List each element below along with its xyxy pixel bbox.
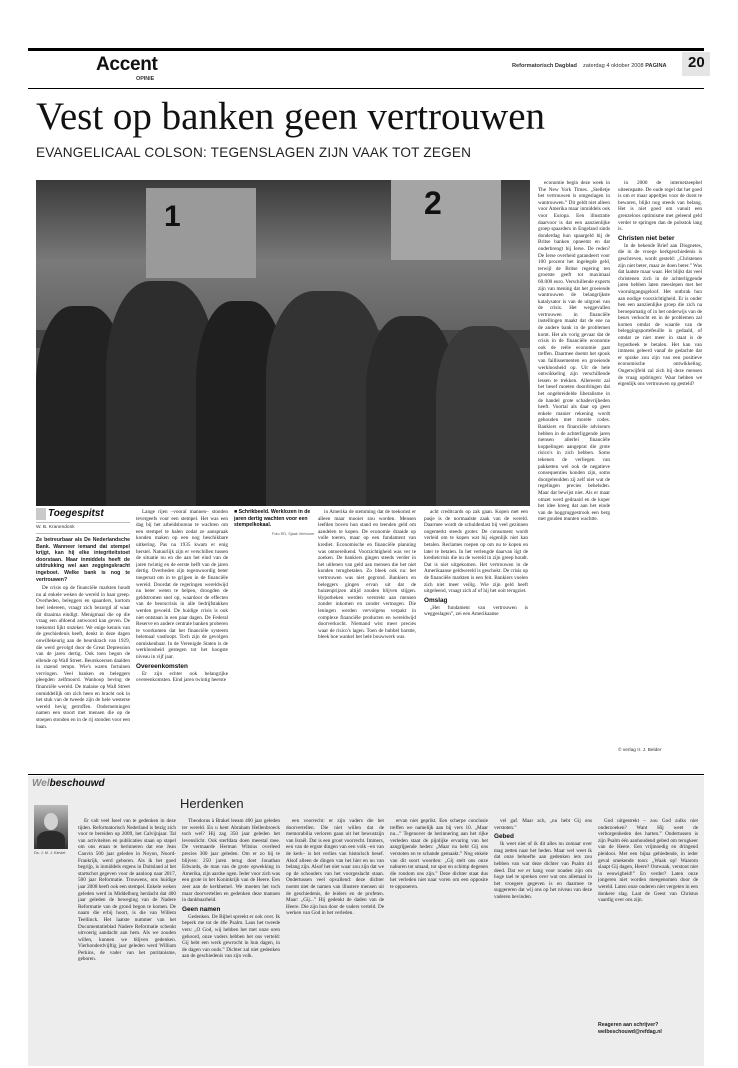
weblog-title: Herdenken [180, 796, 244, 811]
weblog-footer [598, 1022, 698, 1035]
weblog-column-1 [78, 818, 176, 1050]
portrait-caption: Ds. J. M. J. Kieviet [34, 851, 66, 855]
photo-caption [234, 509, 314, 537]
photo-sign-left: 1 [164, 200, 181, 233]
subhead-christen: Christen niet beter [618, 234, 675, 242]
credit-name: verlag [622, 748, 636, 753]
credit-prefix: © [618, 748, 623, 753]
weblog-col1-text: Er valt veel Iseel van te gedenken in deze tijden. Reformatorisch Nederland is bezig zich voor te bereiden op 2009, het Calvijnjaar. Tal van activiteiten en publicaties staan op stapel om ons eraan te herinneren dat ene Jean Cauvin 500 jaar geleden in Noyon, Noord-Frankrijk, werd geboren. Als ik het goed begrijp, is inmiddels ergens in Duitsland al het startschot gegeven voor de aanloop naar 2017, 500 jaar Reformatie. Trouwens, ons huidige jaar 2008 heeft ook een stempel. Enkele weken geleden werd in Middelburg herdacht dat 400 jaar geleden de beweging van de Nadere Reformatie van de grond begon te komen. De naam die erbij hoort, is die van Willem Teellinck. Het laatste nummer van het Documentatieblad Nadere Reformatie schenkt uitvoerig aandacht aan hem. Als we zouden willen, kunnen we blijven gedenken. Vierhonderdvijftig jaar geleden werd William Perkins, de vader van het puritanisme, geboren. [78, 818, 176, 963]
weblog-col4-text: ervan niet geprikt. Een scherpe conclusie treffen we namelijk aan bij vers 10. „Maar nu...” Tegenover de herinnering aan het rijke verleden staat de pijnlijke ervaring van het aangrijpende heden: „Maar nu hebt Gij ons verstoten en te schande gemaakt.” Nog enkele van dit soort woorden: „Gij stelt ons onze naburen tot smaad, tot spot en schimp degenen die rondom ons zijn.” Deze dichter staat dus het verleden niet naar voren om een opposite te opponeren. [390, 818, 488, 890]
footer-question: Reageren aan schrijver? [598, 1022, 659, 1028]
photo-window-right [391, 180, 501, 260]
header-date [583, 63, 667, 69]
toegespitst-author-rule [36, 533, 130, 534]
subhead-omslag: Omslag [424, 596, 448, 604]
bylines-photo-credit [618, 748, 662, 753]
middle-col3-text: acht creditcards op zak gaan. Kopen met een pasje is de normaalste zaak van de wereld. Daarmee wordt de schuldenlast bij veel gezinnen ongemerkt steeds groter. De consument wordt verleid om te kopen wat hij eigenlijk niet kan betalen. Reclames roepen op om nu te kopen en later te betalen. In het verlengde daarvan ligt de kredietcrisis die nu de wereld in zijn greep houdt. Dat is niet uitgekomen. Het vertrouwen in de Amerikaanse geldwereld is geschokt. De crisis op de financiële markten is een feit. Bankiers voelen zich niet meer veilig. Wie zijn geld heeft uitgeleend, vraagt zich af of hij het ooit terugziet. [424, 509, 528, 595]
toegespitst-rule [36, 522, 130, 523]
caption-square: ■ [234, 509, 239, 515]
weblog-column-5 [494, 818, 592, 1050]
subheadline: EVANGELICAAL COLSON: TEGENSLAGEN ZIJN VAAK TOT ZEGEN [36, 145, 472, 160]
middle-column-2 [318, 509, 416, 765]
section-title: Accent [96, 54, 158, 75]
welbeschouwd-prefix: Wel [32, 778, 50, 789]
toegespitst-label: Toegespitst [48, 508, 104, 519]
weblog-column-4 [390, 818, 488, 1050]
article-column-right [538, 180, 610, 746]
credit-author: Ir. J. Belder [637, 748, 662, 753]
subhead-overeenkomsten: Overeenkomsten [136, 662, 188, 670]
article-right-text: economie begin deze week in The New York Times. „Stelletje het vertrouwen is omgeslagen in wantrouwen.” Dit geldt niet alleen voor Amerika maar inmiddels ook voor Europa. Een illustratie daarvoor is dat een aanzienlijke groep spaarders in Engeland sinds donderdag hun spaargeld bij de Britse banken opneemt en dat onderbrengt bij Ierse. De reden? De Ierse overheid garandeert voor 100 procent het ingelegde geld, terwijl de Britse regering ten grootste geeft tot maximaal 60.000 euro. Verschillende experts zijn van mening dat het groeiende wantrouwen de belangrijkste katalysator is van de uitgroei van de crisis. Het weggevallen vertrouwen in financiële instellingen maakt dat de ene na de andere bank in de problemen komt. Het als vorig gevaar dat de crisis in de financiële economie ook de reële economie gaat treffen. Daarmee doemt het spook van faillissementen en groeiende werkloosheid op. Uit de hele ontwikkeling zijn verschillende lessen te trekken. Allereerst zal het besef moeten doordringen dat het ongebreidelde liberalisme in de handel grote schadevrijheden heeft. Voortal als daar op geen enkele manier rekening wordt gehouden met morele codes. Bankiers en financiële adviseurs hebben in de achterliggende jaren mensen allerlei financiële koppelingen aangeprat die grote risico's in zich hebben. Soms tekenen de verliegen van pakketten wel ook de negatieve consequenties konden zijn, soms doorgelendden zij zelf niet wat de regelingen precies behelsden. Maar dat bewijst niet. Als er maar omzet werd gedraaid en de koper het idee kreeg dat aan het einde van de hoggruggestrook een berg met gouden munten wachtte. [538, 180, 610, 523]
paper-name: Reformatorisch Dagblad [512, 63, 577, 69]
page-number: 20 [688, 54, 705, 71]
weblog-column-6 [598, 818, 698, 1018]
toegespitst-author: W. B. Kranendonk [36, 525, 75, 530]
article-far-right-text: in 2000 de internetzeepbel uiteenspatte. De oude regel dat het goed is om er maar appeltjes voor de dorst te bewaren, blijkt nog steeds van belang. Het is niet goed om vanuit een grenzeloos optimisme met geleend geld verder te springen dan de polsstok lang is. [618, 180, 702, 233]
toegespitst-body: De crisis op de financiële markten houdt nu al enkele weken de wereld in haar greep. Overheden, beleggers en spaarders, kortom heel iedereen, vraagt zich bezorgd af waar dit draaima eindigt. Menigmaal die op die vraag een afdoend antwoord kan geven. De toekomst lijkt onzeker. We enige kennis van de geschiedenis heeft, denkt in deze dagen onwillekeurig aan de beurskrach van 1929, die werd gevolgd door de Great Depression van de jaren dertig. Ook toen begon de ellende op Wall Street. Beurskoersen daalden in razend tempo. Wie's waren fortuinen vervlogen. Veel banken en beleggers pleegden zelfmoord. Wanhoop beving de financiële wereld. De malaise op Wall Street onmiddellijk om zich heen en bracht ook in het stuk van de tweede zijn de hele westerse wereld hevig getroffen. Ondernemingen namen een stoort met mensen die op de stoepen stonden en in de rij stonden voor een baan. [36, 585, 130, 730]
headline: Vest op banken geen vertrouwen [36, 95, 545, 138]
subhead-gebed: Gebed [494, 833, 514, 841]
article-far-right-text2: In de bekende Brief aan Diognetes, die in de vroege kerkgeschiedenis is geschreven, wordt gesteld: „Christenen zijn niet beter, maar ze doen beter.” Was dat laatste maar waar. Het blijkt dat veel christenen zich in de achterliggende jaren hebben laten meeslepen met het vooruitgangsgeloof. Het ontbrak hun aan nodige voorzichtigheid. Er is onder hen een aanzienlijke groep die zich na beroepsmatig of in het onderwijs van de beurs verkocht en in de problemen zal komen omdat de waarde van de beleggingsportefeuille is gedaald, of omdat ze niet meer in staat is de hypotheek te betalen. Het kan van immens geleerd vanaf de gedachte dat er sprake zou zijn van een positieve economische ontwikkeling. Ongetwijfeld zal zich bij deze mensen de vraag opdringen: Waar hebben we eigenlijk ons vertrouwen op gesteld? [618, 242, 702, 388]
article-column-far-right [618, 180, 702, 746]
toegespitst-intro: Ze betreurbaar als De Nederlandsche Bank. Wanneer iemand dat stempel krijgt, kan hij elke integriteitstoet doorstaan. Maar inmiddels heeft de uitdrukking wel aan zeggingskracht ingeboet. Welke bank is nog te vertrouwen? [36, 537, 130, 583]
author-portrait [34, 805, 68, 849]
welbeschouwd-label [32, 778, 105, 789]
article-photo [36, 180, 530, 506]
middle-col3-text2: „Het fundament van vertrouwen is weggeslagen”, zei een Amerikaanse [424, 604, 528, 618]
caption-title: Schrikbeeld. Werklozen in de jaren dertig wachten voor een stempelkokaal. [234, 509, 311, 529]
weblog-col5-text2: Ik weet niet of ik dit alles nu zomaar over mag zetten naar het heden. Maar wel weet ik dat onze behoefte aan gedenken iets zou hebben van wat deze dichter van Psalm 44 deed. Dat we er hang voor noaden zijn om hoge tael te spreken over wat ons allemaal in het vroegere gegeven is en daarmee te suggereren dat wij ons op het niveau van deze vaderen bevinden. [494, 841, 592, 900]
portrait-head [44, 813, 58, 830]
welbeschouwd-top-rule [28, 774, 704, 775]
photo-sign-right: 2 [424, 185, 442, 221]
middle-col1-text2: Er zijn echter ook belangrijke overeenkomsten. Eind jaren twintig heerste [136, 670, 228, 684]
subsection-label: OPINIE [136, 76, 155, 82]
welbeschouwd-rest: beschouwd [49, 778, 105, 789]
weblog-col5-text: vel gaf. Maar ach, „nu hebt Gij ons verstoten.” [494, 818, 592, 831]
middle-column-1 [136, 509, 228, 765]
photo-window-left [146, 188, 256, 278]
subhead-geen-namen: Geen namen [182, 905, 221, 913]
middle-col2-text: in Amerika de stemming dat de toekomst er alleen maar mooier zou worden. Mensen leefden boven hun stand en leenden geld om aandelen te kopen. De economie draaide op volle toeren, maar op een fundament van krediet. Economische en financiële planning was ontoereikend. Voorzichtigheid was ver te zoeken. De bankiers gingen steeds verder in het uitlenen van geld aan mensen die het niet konden terugbetalen. Zo bleek ook nu: het vertrouwen was niet gegrond. Bankiers en beleggers gingen ervan uit dat de huizenprijzen altijd zouden blijven stijgen. Hypotheken werden verstrekt aan mensen zonder inkomen en zonder vermogen. Die leningen werden vervolgens verpakt in complexe financiële producten en wereldwijd doorverkocht. Niemand wist meer precies waar de risico's lagen. Toen de bubbel barstte, bleek hoe wankel het hele bouwwerk was. [318, 509, 416, 641]
weblog-col3-text: een voorrecht: er zijn vaders die het doorvertellen. Die niet willen dat de memorabilia verloren gaan uit het bewustzijn van Israël. Dat is een groot voorrecht. Immers, een van de ergste dingen van een volk –en van de kerk– is het verlies van historisch besef. Alsof alleen de dingen van het hier en nu van belang zijn. Alsof het niet waar zou zijn dat we op de schouders van het voorgeslacht staan. Ondertussen veel opvallend: deze dichter noemt niet de namen van illustere mensen uit de geschiedenis, de leiders en de profeten. Maar: „Gij...” Hij gedenkt de daden van de Heere. Die zijn hun door de vaders verteld. De werken van God in het verleden. [286, 818, 384, 917]
header-top-rule [28, 48, 704, 51]
header-bottom-rule [28, 88, 704, 89]
footer-email[interactable]: welbeschouwd@refdag.nl [598, 1028, 662, 1035]
portrait-body [37, 831, 65, 849]
caption-credit: Foto RD, Sjaak Verboom [272, 531, 314, 536]
middle-column-3 [424, 509, 528, 765]
weblog-col2-text2: Gedenken. De Bijbel spreekt er ook over. Ik beperk me tot de 46e Psalm. Laus het tweede vers: „O God, wij hebben het met onze oren gehoord, onze vaders hebben het ons verteld: Gij hebt een werk gewrocht in hun dagen, in de dagen van ouds.” Dichter zal niet gedenken aan de geschiedenis van zijn volk. [182, 913, 280, 960]
toegespitst-flag [36, 508, 46, 520]
weblog-col6-text: God uitgestrekt – zou God zulks niet onderzoeken? Want Hij weet de verborgenheden des harten.” Ondertussen is zijn Psalm één aanhoudend gebed om terugkeer van de Heere. Een vrijmoedig en dringend pleidooi. Met een bijna gebiedende, in ieder geval smekende toon: „Waak op! Waarom slaapt Gij dagen, Heere? Ontwaak, verstoot niet in eeuwigheid!” En verder? Laten onze jongeren niet worden meegenomen door de wereld. Laten onze ouderen niet vergeten in een donkere slag. Laat de Geest van Christus vaardig over ons zijn. [598, 818, 698, 904]
weblog-col2-text: Theodorus à Brakel leeam 400 jaar geleden ter wereld. En u kent Abraham Hellenbroeck toch wel? Hij zag 350 jaar geleden het levenslicht. Ook sterfdata doen meestal mee. De vermaarde Herman Witsius overleed precies 300 jaar geleden. Om er zo bij te blijven: 250 jaren terug doet Jonathan Edwards, de man van de grote opwekking in Amerika, zijn aardse ogen. Ieder voor zich was een grote in het Koninkrijk van de Heere. Een zeer aan de kerkhemel. We moeten het toch maar doorvertellen en gedenken deze mannen in dankbaarheid. [182, 818, 280, 904]
weblog-column-2 [182, 818, 280, 1050]
crowd-group-6 [436, 326, 530, 506]
pagina-label: PAGINA [645, 63, 667, 69]
date-text: zaterdag 4 oktober 2008 [583, 63, 644, 69]
weblog-column-3 [286, 818, 384, 1050]
toegespitst-column [36, 537, 130, 765]
middle-col1-text: Lange rijen –vooral mannen– stonden tevergeefs voor een stempel. Het was een dag bij het arbeidsbureau te wachten om een stempel te halen zodat ze aanspraak konden maken op een nog beschikbare uitkering. Pas na 1935 kwam er enig herstel. Natuurlijk zijn er verschillen tussen de situatie nu en die aan het eind van de jaren twintig en de eerste helft van de jaren dertig. Overheden zijn tegenwoordig beter toegerust om in te grijpen in de financiële wereld. Doordat de regeringen wereldwijd nu beter weten te helpen, droogden de geldstromen snel op, waardoor de effecten van de beurscrisis in alle bedrijfstakken werden gevoeld. De huidige crisis is ook niet ontstaan in een paar dagen. De Federal Reserve en andere centrale banken proberen te voorkomen dat het financiële systeem helemaal vastloopt. Toch zijn de gevolgen onmiskenbaar. In de Verenigde Staten is de werkloosheid gestegen tot het hoogste niveau in vijf jaar. [136, 509, 228, 661]
